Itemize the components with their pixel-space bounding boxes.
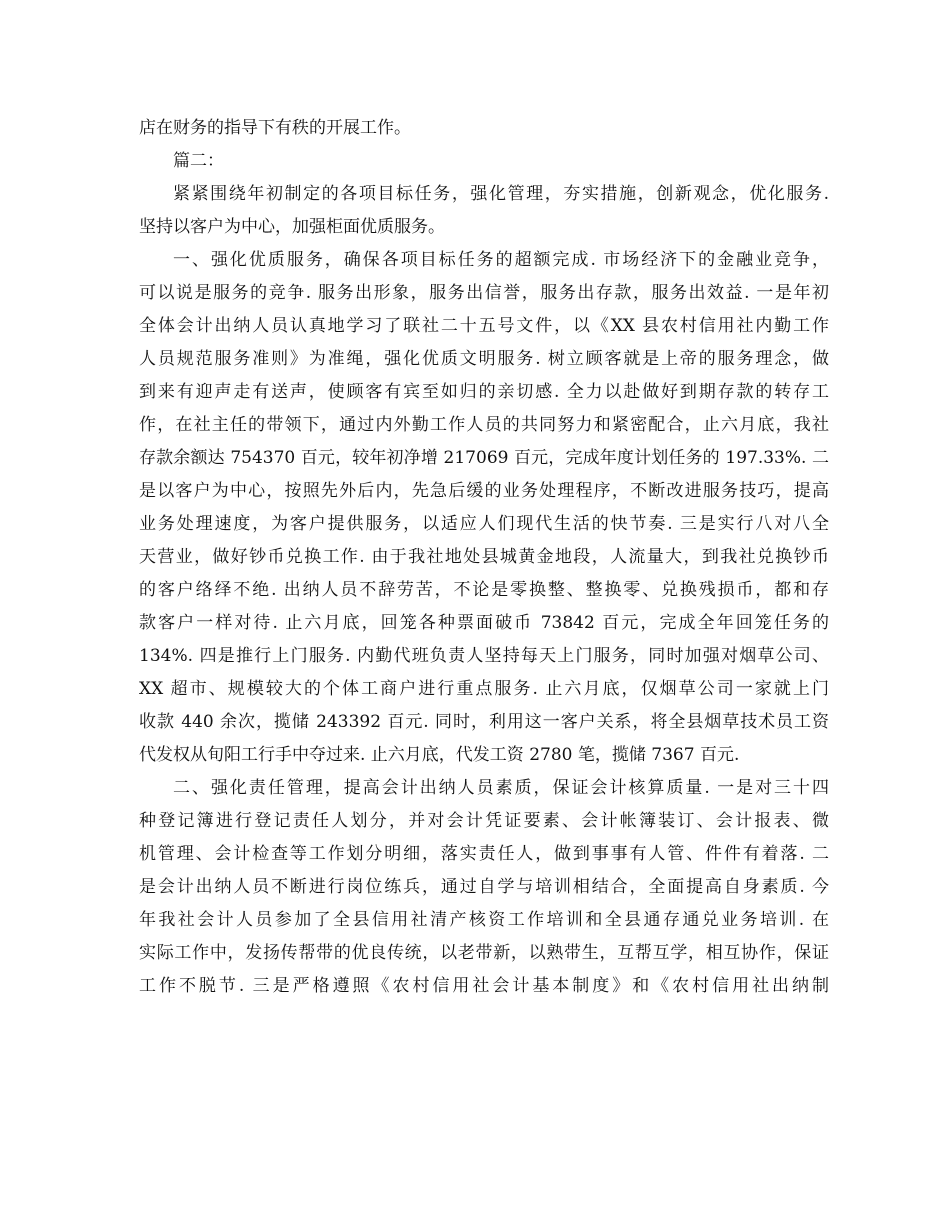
text-line: 二、强化责任管理，提高会计出纳人员素质，保证会计核算质量. 一是对三十四 [173,778,829,798]
paragraph [139,145,829,178]
text-line: 坚持以客户为中心，加强柜面优质服务。 [139,217,445,237]
text-line: 一、强化优质服务，确保各项目标任务的超额完成. 市场经济下的金融业竞争， [173,250,829,270]
text-line: 到来有迎声走有送声，使顾客有宾至如归的亲切感. 全力以赴做好到期存款的转存工 [139,382,829,402]
text-line: 存款余额达 754370 百元，较年初净增 217069 百元，完成年度计划任务的 197.33%. 二 [139,448,829,468]
text-line: 紧紧围绕年初制定的各项目标任务，强化管理，夯实措施，创新观念，优化服务. [173,184,829,204]
paragraph [139,772,829,1003]
text-line: 代发权从旬阳工行手中夺过来. 止六月底，代发工资 2780 笔，揽储 7367 百元. [139,745,740,765]
text-line: 的客户络绎不绝. 出纳人员不辞劳苦，不论是零换整、整换零、兑换残损币，都和存 [139,580,829,600]
text-line: 实际工作中，发扬传帮带的优良传统，以老带新，以熟带生，互帮互学，相互协作，保证 [139,943,829,963]
text-line: 是以客户为中心，按照先外后内，先急后缓的业务处理程序，不断改进服务技巧，提高 [139,481,829,501]
text-line: 种登记簿进行登记责任人划分，并对会计凭证要素、会计帐簿装订、会计报表、微 [139,811,829,831]
paragraph [139,112,829,145]
text-line: 134%. 四是推行上门服务. 内勤代班负责人坚持每天上门服务，同时加强对烟草公司、 [139,646,829,666]
text-line: 款客户一样对待. 止六月底，回笼各种票面破币 73842 百元，完成全年回笼任务的 [139,613,829,633]
text-line: XX 超市、规模较大的个体工商户进行重点服务. 止六月底，仅烟草公司一家就上门 [139,679,829,699]
text-line: 全体会计出纳人员认真地学习了联社二十五号文件，以《XX 县农村信用社内勤工作 [139,316,829,336]
text-line: 可以说是服务的竞争. 服务出形象，服务出信誉，服务出存款，服务出效益. 一是年初 [139,283,829,303]
paragraph [139,244,829,772]
text-line: 是会计出纳人员不断进行岗位练兵，通过自学与培训相结合，全面提高自身素质. 今 [139,877,829,897]
text-line: 篇二： [173,151,224,171]
text-line: 业务处理速度，为客户提供服务，以适应人们现代生活的快节奏. 三是实行八对八全 [139,514,829,534]
document-body [139,112,829,1003]
paragraph [139,178,829,244]
text-line: 作，在社主任的带领下，通过内外勤工作人员的共同努力和紧密配合，止六月底，我社 [139,415,829,435]
text-line: 人员规范服务准则》为准绳，强化优质文明服务. 树立顾客就是上帝的服务理念，做 [139,349,829,369]
text-line: 天营业，做好钞币兑换工作. 由于我社地处县城黄金地段，人流量大，到我社兑换钞币 [139,547,829,567]
text-line: 机管理、会计检查等工作划分明细，落实责任人，做到事事有人管、件件有着落. 二 [139,844,829,864]
text-line: 工作不脱节. 三是严格遵照《农村信用社会计基本制度》和《农村信用社出纳制 [139,976,829,996]
text-line: 店在财务的指导下有秩的开展工作。 [139,118,411,138]
text-line: 收款 440 余次，揽储 243392 百元. 同时，利用这一客户关系，将全县烟草技术员工资 [139,712,829,732]
text-line: 年我社会计人员参加了全县信用社清产核资工作培训和全县通存通兑业务培训. 在 [139,910,829,930]
